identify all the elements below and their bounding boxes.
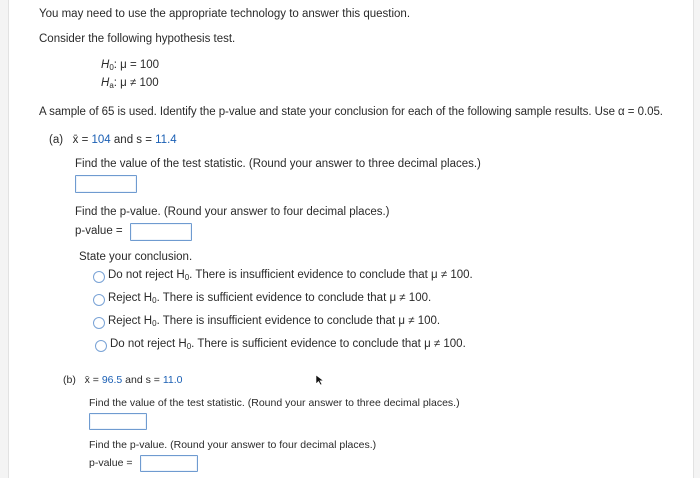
consider-text: Consider the following hypothesis test. <box>39 33 236 45</box>
radio-button[interactable] <box>93 271 105 283</box>
part-b-xbar: 96.5 <box>101 374 123 386</box>
null-hypothesis: $H_0$: μ = 100 <box>101 59 160 72</box>
technology-note: You may need to use the appropriate technology to answer this question. <box>39 8 411 20</box>
part-a-p-prompt: Find the p-value. (Round your answer to four decimal places.) <box>75 206 390 218</box>
part-a-conclusion-prompt: State your conclusion. <box>79 251 193 263</box>
part-b-test-statistic-input[interactable] <box>89 413 147 430</box>
part-a-stat-prompt: Find the value of the test statistic. (Round your answer to three decimal places.) <box>75 158 481 170</box>
part-a-test-statistic-input[interactable] <box>75 175 137 193</box>
part-b-p-value-input[interactable] <box>140 455 198 472</box>
part-b-given: (b) x̄ = 96.5 and s = 11.0 <box>63 374 183 386</box>
part-b-stat-prompt: Find the value of the test statistic. (Round your answer to three decimal places.) <box>89 397 460 409</box>
alternative-hypothesis: $H_a$: μ ≠ 100 <box>101 77 159 90</box>
part-a-s: 11.4 <box>155 134 177 146</box>
part-b-p-prompt: Find the p-value. (Round your answer to four decimal places.) <box>89 439 377 451</box>
part-b-s: 11.0 <box>162 374 183 386</box>
mouse-cursor-icon <box>315 374 327 386</box>
part-a-p-value-input[interactable] <box>130 223 192 241</box>
part-a-xbar: 104 <box>91 134 111 146</box>
radio-button[interactable] <box>95 340 107 352</box>
sample-intro: A sample of 65 is used. Identify the p-value and state your conclusion for each of the following sample results. Use α = 0.05. <box>39 106 663 118</box>
part-a-p-label: p-value = <box>75 225 123 237</box>
radio-button[interactable] <box>93 317 105 329</box>
radio-button[interactable] <box>93 294 105 306</box>
part-b-p-label: p-value = <box>89 457 133 469</box>
question-page: You may need to use the appropriate technology to answer this question. Consider the following hypothesis test. $H_0$: μ = 100 $H_a$: μ ≠ 100 A sample of 65 is used. Identify the p-value and state your conclusion for each of the following sample results. Use α = 0.05. (a) x̄ = 104 and s = 11.4 Find the value of the test statistic. (Round your answer to three decimal places.) Find the p-value. (Round your answer to four decimal places.) p-value = State your conclusion. Do not reject $H_0$. There is insufficient evidence to conclude that μ ≠ 100. Reject $H_0$. There is sufficient evidence to conclude that μ ≠ 100. Reject $H_0$. There is insufficient evidence to conclude that μ ≠ 100. Do not reject $H_0$. There is sufficient evidence to conclude that μ ≠ 100. (b) x̄ = 96.5 and s = 11.0 Find the value of the test statistic. (Round your answer to three decimal places.) Find the p-value. (Round your answer to four decimal places.) p-value = <box>8 0 694 478</box>
part-a-given: (a) x̄ = 104 and s = 11.4 <box>49 134 177 146</box>
